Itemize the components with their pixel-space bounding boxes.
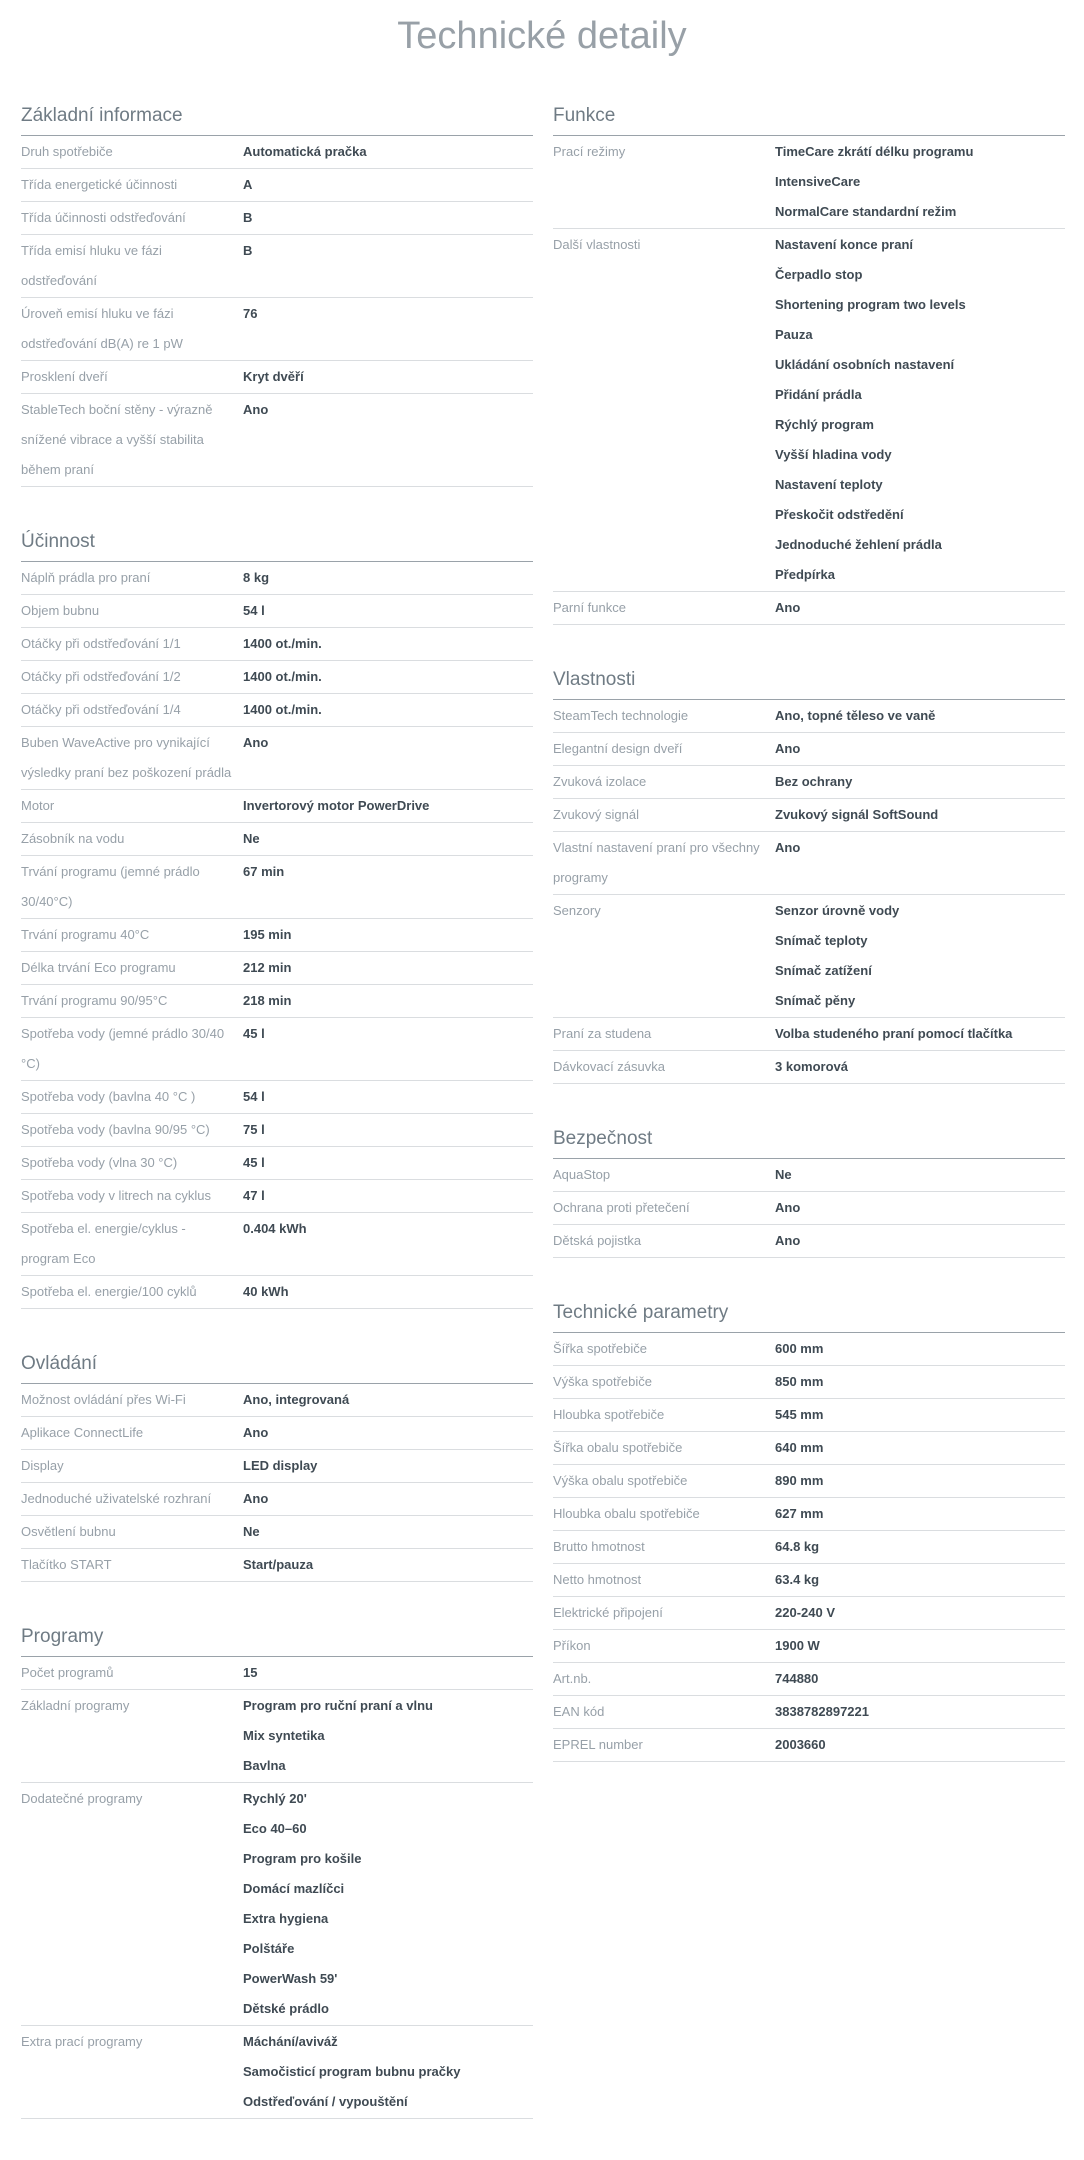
spec-label: Brutto hmotnost [553,1539,645,1554]
spec-value: 63.4 kg [775,1572,820,1587]
spec-value: Přeskočit odstředění [775,507,904,522]
spec-value: Nastavení teploty [775,477,883,492]
spec-label: Základní programy [21,1698,130,1713]
spec-value: Invertorový motor PowerDrive [243,798,430,813]
spec-values [243,299,533,359]
spec-row [553,1333,1065,1366]
spec-values [775,1334,1065,1364]
spec-values [775,1400,1065,1430]
spec-row [553,1465,1065,1498]
spec-values [775,701,1065,731]
spec-values [243,1082,533,1112]
spec-value: 54 l [243,603,265,618]
spec-values [243,137,533,167]
spec-row [21,790,533,823]
spec-value: TimeCare zkrátí délku programu [775,144,974,159]
spec-row [553,1018,1065,1051]
spec-values [243,1484,533,1514]
spec-value: 640 mm [775,1440,824,1455]
spec-value: A [243,177,253,192]
spec-value: Bez ochrany [775,774,853,789]
spec-label: AquaStop [553,1167,611,1182]
spec-label: Šířka obalu spotřebiče [553,1440,683,1455]
spec-row [553,733,1065,766]
spec-label: Možnost ovládání přes Wi-Fi [21,1392,186,1407]
spec-values [243,695,533,725]
spec-label: Otáčky při odstřeďování 1/1 [21,636,181,651]
spec-values [243,1451,533,1481]
spec-value: Eco 40–60 [243,1821,307,1836]
spec-row [21,1783,533,2026]
spec-label: EAN kód [553,1704,605,1719]
spec-values [243,1517,533,1547]
spec-values [775,1631,1065,1661]
spec-value: Přidání prádla [775,387,862,402]
section-heading: Účinnost [21,528,533,562]
spec-values [243,791,533,821]
page-title: Technické detaily [397,15,687,57]
spec-values [775,896,1065,1016]
spec-label: Počet programů [21,1665,114,1680]
spec-values [243,857,533,917]
spec-label: Zásobník na vodu [21,831,125,846]
spec-value: Máchání/aviváž [243,2034,338,2049]
section-heading: Základní informace [21,102,533,136]
spec-values [775,1499,1065,1529]
spec-values [775,1697,1065,1727]
spec-values [243,1385,533,1415]
spec-row [553,1498,1065,1531]
spec-values [775,1160,1065,1190]
spec-values [243,203,533,233]
spec-value: LED display [243,1458,318,1473]
spec-row [21,562,533,595]
spec-value: PowerWash 59' [243,1971,338,1986]
spec-values [243,1181,533,1211]
spec-label: Spotřeba el. energie/100 cyklů [21,1284,197,1299]
spec-row [21,2026,533,2119]
spec-label: Aplikace ConnectLife [21,1425,144,1440]
spec-value: Polštáře [243,1941,295,1956]
spec-label: Spotřeba vody v litrech na cyklus [21,1188,212,1203]
spec-values [775,1052,1065,1082]
spec-label: Trvání programu 40°C [21,927,150,942]
spec-label: Zvukový signál [553,807,639,822]
spec-values [775,1367,1065,1397]
spec-value: 3 komorová [775,1059,848,1074]
spec-value: 218 min [243,993,292,1008]
section-heading: Funkce [553,102,1065,136]
spec-row [553,1663,1065,1696]
spec-row [21,856,533,919]
spec-values [243,662,533,692]
spec-value: Automatická pračka [243,144,367,159]
spec-value: 64.8 kg [775,1539,820,1554]
spec-row [553,1729,1065,1762]
spec-value: 1400 ot./min. [243,669,322,684]
spec-values [243,953,533,983]
spec-value: Kryt dvěří [243,369,304,384]
spec-label: Zvuková izolace [553,774,647,789]
spec-row [21,1690,533,1783]
spec-value: Bavlna [243,1758,286,1773]
spec-value: Start/pauza [243,1557,314,1572]
section-vlastnosti [553,666,1065,1084]
spec-value: 545 mm [775,1407,824,1422]
spec-row [21,694,533,727]
spec-values [775,1565,1065,1595]
spec-label: Prosklení dveří [21,369,108,384]
spec-values [775,137,1065,227]
spec-row [553,229,1065,592]
spec-label: Objem bubnu [21,603,100,618]
spec-row [21,1180,533,1213]
spec-value: Rychlý 20' [243,1791,307,1806]
spec-value: Vyšší hladina vody [775,447,892,462]
spec-value: 45 l [243,1026,265,1041]
spec-value: Senzor úrovně vody [775,903,900,918]
spec-value: Nastavení konce praní [775,237,913,252]
spec-value: 15 [243,1665,258,1680]
spec-row [21,1018,533,1081]
spec-row [21,1516,533,1549]
spec-value: 40 kWh [243,1284,289,1299]
spec-label: Elegantní design dveří [553,741,683,756]
spec-value: Ano [775,1200,801,1215]
spec-value: 627 mm [775,1506,824,1521]
spec-value: 600 mm [775,1341,824,1356]
section-zakladni-informace [21,102,533,487]
spec-label: Spotřeba vody (bavlna 90/95 °C) [21,1122,210,1137]
spec-row [21,661,533,694]
spec-label: Úroveň emisí hluku ve fázi odstřeďování dB(A) re 1 pW [21,306,183,351]
spec-label: Otáčky při odstřeďování 1/2 [21,669,181,684]
spec-row [553,1366,1065,1399]
spec-value: 1400 ot./min. [243,636,322,651]
spec-values [775,833,1065,893]
spec-row [553,1432,1065,1465]
spec-label: StableTech boční stěny - výrazně snížené vibrace a vyšší stabilita během praní [21,402,213,477]
spec-row [553,1531,1065,1564]
spec-label: Praní za studena [553,1026,652,1041]
spec-value: Samočisticí program bubnu pračky [243,2064,461,2079]
spec-label: Tlačítko START [21,1557,112,1572]
spec-value: Rýchlý program [775,417,874,432]
spec-values [775,734,1065,764]
spec-values [243,1115,533,1145]
spec-row [21,1147,533,1180]
spec-values [243,395,533,485]
spec-value: Ano [243,735,269,750]
spec-value: Ano [243,1491,269,1506]
spec-value: Předpírka [775,567,835,582]
spec-row [553,832,1065,895]
spec-values [775,1433,1065,1463]
section-heading: Vlastnosti [553,666,1065,700]
spec-values [243,563,533,593]
spec-row [553,895,1065,1018]
spec-label: Extra prací programy [21,2034,143,2049]
spec-values [775,1598,1065,1628]
spec-value: Zvukový signál SoftSound [775,807,939,822]
spec-values [243,1658,533,1688]
spec-value: 1900 W [775,1638,820,1653]
spec-row [21,1483,533,1516]
spec-row [21,727,533,790]
spec-values [775,1466,1065,1496]
spec-row [21,1114,533,1147]
spec-values [243,1019,533,1079]
spec-label: Třída emisí hluku ve fázi odstřeďování [21,243,162,288]
spec-values [243,1277,533,1307]
spec-row [21,1384,533,1417]
spec-value: Ano [775,1233,801,1248]
spec-row [21,1549,533,1582]
spec-values [775,800,1065,830]
spec-label: Prací režimy [553,144,626,159]
spec-value: 8 kg [243,570,270,585]
spec-value: Shortening program two levels [775,297,966,312]
section-ucinnost [21,528,533,1309]
spec-value: NormalCare standardní režim [775,204,957,219]
spec-row [553,700,1065,733]
spec-label: Parní funkce [553,600,626,615]
spec-value: Snímač zatížení [775,963,872,978]
spec-values [775,767,1065,797]
spec-values [243,824,533,854]
spec-values [243,170,533,200]
spec-values [243,1418,533,1448]
spec-values [775,230,1065,590]
spec-row [21,952,533,985]
section-heading: Ovládání [21,1350,533,1384]
spec-row [553,766,1065,799]
spec-label: Třída energetické účinnosti [21,177,178,192]
spec-label: Délka trvání Eco programu [21,960,176,975]
spec-values [243,2027,533,2117]
spec-label: Druh spotřebiče [21,144,113,159]
spec-label: Dětská pojistka [553,1233,642,1248]
spec-label: Hloubka obalu spotřebiče [553,1506,700,1521]
spec-value: 744880 [775,1671,819,1686]
spec-value: Ne [243,1524,260,1539]
spec-values [775,593,1065,623]
spec-row [21,235,533,298]
spec-values [243,629,533,659]
spec-label: Hloubka spotřebiče [553,1407,665,1422]
spec-label: Jednoduché uživatelské rozhraní [21,1491,212,1506]
spec-values [775,1193,1065,1223]
spec-label: Výška spotřebiče [553,1374,652,1389]
spec-value: Ano [243,1425,269,1440]
spec-label: Dodatečné programy [21,1791,143,1806]
spec-values [775,1532,1065,1562]
spec-row [553,1630,1065,1663]
spec-value: 220-240 V [775,1605,835,1620]
spec-values [243,596,533,626]
spec-row [553,1159,1065,1192]
spec-value: 76 [243,306,258,321]
spec-value: Program pro košile [243,1851,362,1866]
spec-row [21,298,533,361]
spec-label: EPREL number [553,1737,643,1752]
spec-label: Příkon [553,1638,591,1653]
spec-value: Ano [775,840,801,855]
spec-label: Třída účinnosti odstřeďování [21,210,186,225]
spec-value: Ne [243,831,260,846]
spec-label: Trvání programu (jemné prádlo 30/40°C) [21,864,200,909]
spec-row [21,136,533,169]
spec-value: Ano [243,402,269,417]
spec-value: 195 min [243,927,292,942]
spec-row [21,394,533,487]
spec-value: 3838782897221 [775,1704,869,1719]
spec-values [243,236,533,296]
section-heading: Technické parametry [553,1299,1065,1333]
spec-value: Volba studeného praní pomocí tlačítka [775,1026,1013,1041]
spec-value: B [243,210,253,225]
spec-value: Dětské prádlo [243,2001,329,2016]
spec-row [21,1450,533,1483]
right-column [553,102,1065,1803]
spec-value: Ukládání osobních nastavení [775,357,955,372]
spec-value: 47 l [243,1188,265,1203]
spec-value: Ano [775,600,801,615]
spec-row [553,1597,1065,1630]
spec-row [21,1213,533,1276]
spec-value: Snímač pěny [775,993,856,1008]
spec-label: Senzory [553,903,601,918]
spec-row [21,985,533,1018]
spec-label: Šířka spotřebiče [553,1341,647,1356]
spec-row [553,1564,1065,1597]
spec-value: 212 min [243,960,292,975]
spec-row [553,1192,1065,1225]
spec-values [775,1019,1065,1049]
spec-row [21,169,533,202]
spec-value: 45 l [243,1155,265,1170]
spec-row [21,595,533,628]
spec-values [243,1214,533,1274]
spec-label: Motor [21,798,55,813]
spec-label: Vlastní nastavení praní pro všechny programy [553,840,760,885]
spec-label: Další vlastnosti [553,237,641,252]
spec-label: Ochrana proti přetečení [553,1200,690,1215]
spec-row [21,1081,533,1114]
spec-values [775,1730,1065,1760]
spec-value: Ne [775,1167,792,1182]
spec-label: Spotřeba vody (vlna 30 °C) [21,1155,178,1170]
spec-label: Art.nb. [553,1671,592,1686]
spec-label: Osvětlení bubnu [21,1524,116,1539]
spec-value: IntensiveCare [775,174,861,189]
spec-value: 1400 ot./min. [243,702,322,717]
spec-value: 850 mm [775,1374,824,1389]
spec-row [21,823,533,856]
spec-value: Pauza [775,327,813,342]
spec-value: B [243,243,253,258]
spec-values [243,1784,533,2024]
spec-values [243,1691,533,1781]
spec-values [243,1148,533,1178]
spec-value: Odstřeďování / vypouštění [243,2094,408,2109]
section-heading: Bezpečnost [553,1125,1065,1159]
spec-values [775,1664,1065,1694]
spec-value: 2003660 [775,1737,826,1752]
section-funkce [553,102,1065,625]
spec-label: Náplň prádla pro praní [21,570,151,585]
spec-values [775,1226,1065,1256]
spec-row [21,1417,533,1450]
spec-values [243,986,533,1016]
spec-values [243,362,533,392]
spec-row [553,1399,1065,1432]
spec-value: Jednoduché žehlení prádla [775,537,942,552]
spec-value: 54 l [243,1089,265,1104]
spec-label: Otáčky při odstřeďování 1/4 [21,702,181,717]
spec-value: Snímač teploty [775,933,868,948]
spec-label: Trvání programu 90/95°C [21,993,168,1008]
spec-label: Spotřeba el. energie/cyklus - program Eco [21,1221,186,1266]
section-technicke-parametry [553,1299,1065,1762]
spec-row [553,1051,1065,1084]
spec-value: Ano, topné těleso ve vaně [775,708,936,723]
spec-row [21,361,533,394]
spec-value: 0.404 kWh [243,1221,307,1236]
section-ovladani [21,1350,533,1582]
spec-label: Dávkovací zásuvka [553,1059,665,1074]
spec-row [553,136,1065,229]
spec-value: Čerpadlo stop [775,267,863,282]
spec-values [243,920,533,950]
spec-row [21,1276,533,1309]
spec-value: Ano [775,741,801,756]
section-programy [21,1623,533,2119]
spec-label: SteamTech technologie [553,708,689,723]
spec-value: 75 l [243,1122,265,1137]
spec-label: Netto hmotnost [553,1572,642,1587]
spec-label: Elektrické připojení [553,1605,663,1620]
left-column [21,102,533,2160]
spec-values [243,728,533,788]
spec-label: Display [21,1458,64,1473]
section-bezpecnost [553,1125,1065,1258]
spec-row [553,592,1065,625]
spec-row [21,628,533,661]
spec-row [553,1225,1065,1258]
spec-value: Program pro ruční praní a vlnu [243,1698,433,1713]
spec-value: Ano, integrovaná [243,1392,350,1407]
spec-value: Domácí mazlíčci [243,1881,345,1896]
spec-row [553,799,1065,832]
spec-row [21,1657,533,1690]
spec-values [243,1550,533,1580]
spec-row [21,919,533,952]
spec-value: 67 min [243,864,285,879]
spec-value: Mix syntetika [243,1728,325,1743]
spec-row [553,1696,1065,1729]
spec-value: 890 mm [775,1473,824,1488]
spec-label: Spotřeba vody (jemné prádlo 30/40 °C) [21,1026,225,1071]
spec-label: Spotřeba vody (bavlna 40 °C ) [21,1089,196,1104]
spec-label: Výška obalu spotřebiče [553,1473,688,1488]
section-heading: Programy [21,1623,533,1657]
spec-label: Buben WaveActive pro vynikající výsledky praní bez poškození prádla [21,735,232,780]
spec-row [21,202,533,235]
spec-value: Extra hygiena [243,1911,329,1926]
